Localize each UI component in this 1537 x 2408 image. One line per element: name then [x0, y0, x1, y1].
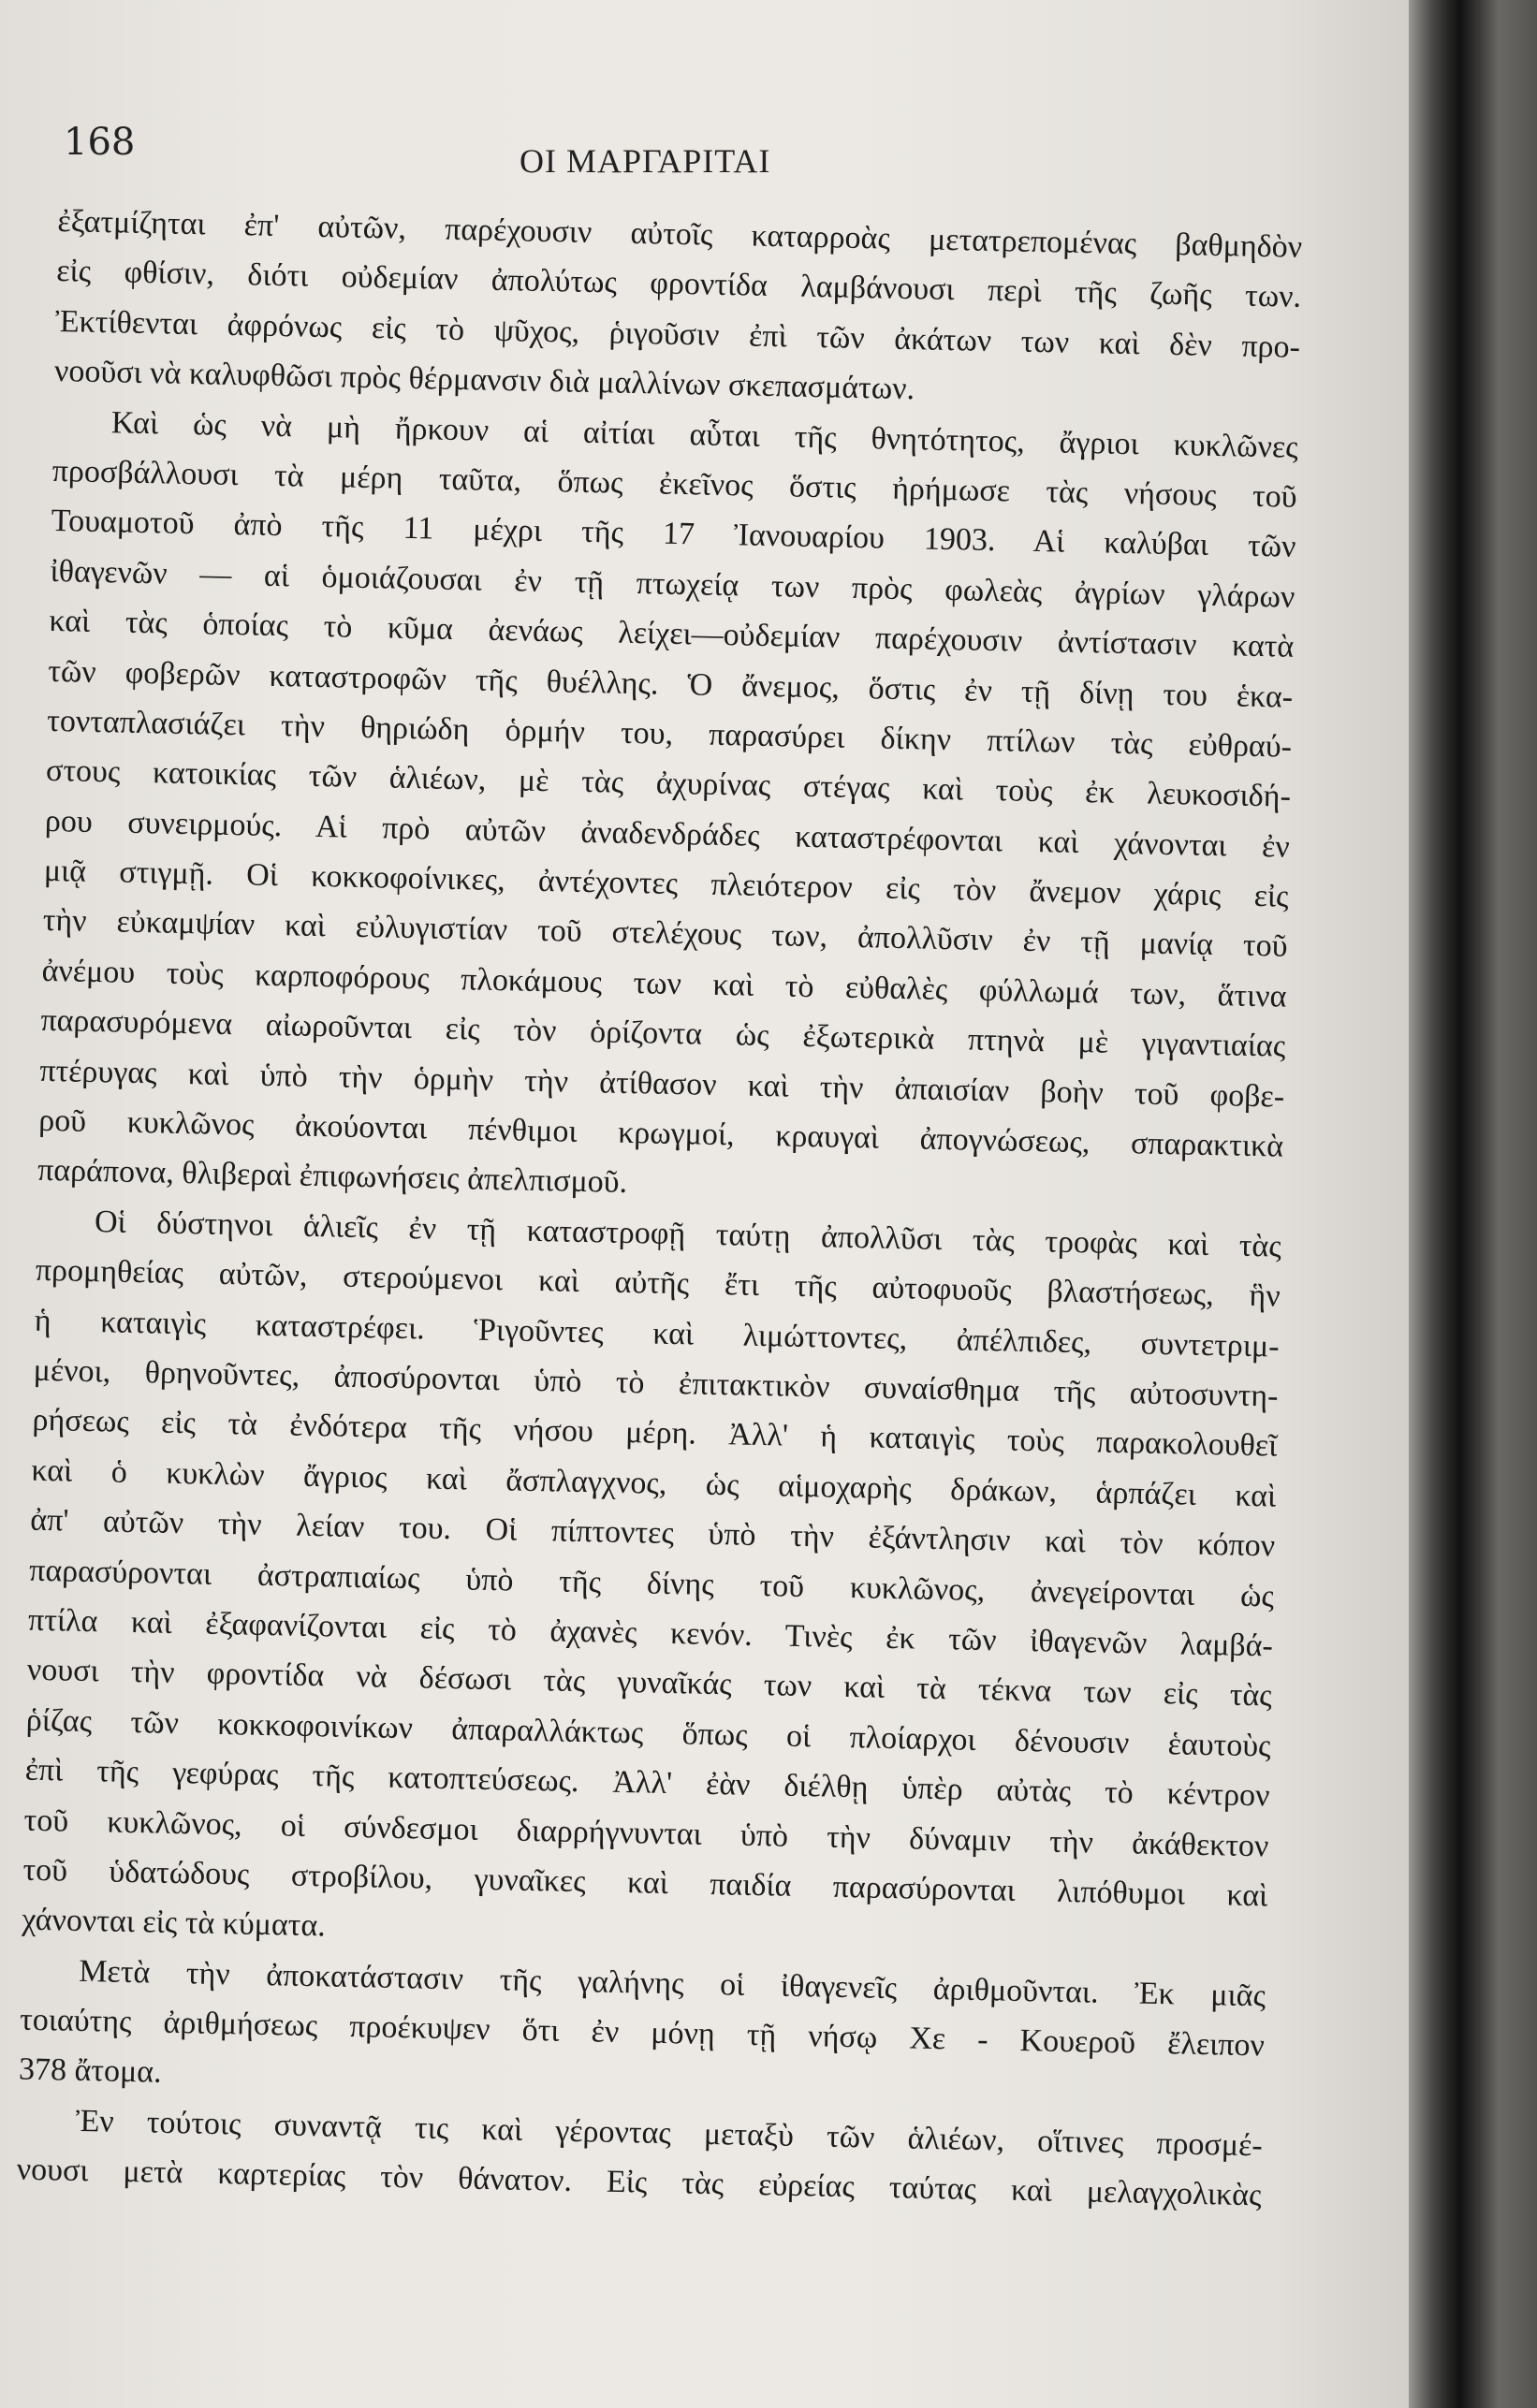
text-line: τοιαύτης ἀριθμήσεως προέκυψεν ὅτι ἐν μόνῃ τῇ νήσῳ Χε - Κουεροῦ ἔλειπον	[19, 2002, 1266, 2064]
text-line: ἀπ' αὐτῶν τὴν λείαν του. Οἱ πίπτοντες ὑπὸ τὴν ἐξάντλησιν καὶ τὸν κόπον	[29, 1502, 1276, 1564]
text-line: εἰς φθίσιν, διότι οὐδεμίαν ἀπολύτως φροντίδα λαμβάνουσι περὶ τῆς ζωῆς των.	[55, 254, 1302, 315]
text-line: τοῦ ὑδατώδους στροβίλου, γυναῖκες καὶ παιδία παρασύρονται λιπόθυμοι καὶ	[22, 1852, 1268, 1914]
text-line: πτίλα καὶ ἐξαφανίζονται εἰς τὸ ἀχανὲς κενόν. Τινὲς ἐκ τῶν ἰθαγενῶν λαμβά-	[27, 1602, 1274, 1664]
text-line: παρασυρόμενα αἰωροῦνται εἰς τὸν ὁρίζοντα ὡς ἐξωτερικὰ πτηνὰ μὲ γιγαντιαίας	[40, 1003, 1286, 1064]
text-line: ῥίζας τῶν κοκκοφοινίκων ἀπαραλλάκτως ὅπως οἱ πλοίαρχοι δένουσιν ἑαυτοὺς	[25, 1702, 1271, 1764]
text-line: παράπονα, θλιβεραὶ ἐπιφωνήσεις ἀπελπισμοῦ.	[37, 1153, 628, 1201]
text-line: ἡ καταιγὶς καταστρέφει. Ῥιγοῦντες καὶ λιμώττοντες, ἀπέλπιδες, συντετριμ-	[34, 1303, 1280, 1365]
text-line: χάνονται εἰς τὰ κύματα.	[22, 1902, 327, 1944]
page-number: 168	[64, 121, 136, 164]
text-line: μένοι, θρηνοῦντες, ἀποσύρονται ὑπὸ τὸ ἐπιτακτικὸν συναίσθημα τῆς αὐτοσυντη-	[33, 1352, 1279, 1414]
text-line: τὴν εὐκαμψίαν καὶ εὐλυγιστίαν τοῦ στελέχους των, ἀπολλῦσιν ἐν τῇ μανίᾳ τοῦ	[42, 903, 1288, 965]
text-line: μιᾷ στιγμῇ. Οἱ κοκκοφοίνικες, ἀντέχοντες πλειότερον εἰς τὸν ἄνεμον χάρις εἰς	[43, 853, 1290, 914]
text-line: προμηθείας αὐτῶν, στερούμενοι καὶ αὐτῆς ἔτι τῆς αὐτοφυοῦς βλαστήσεως, ἣν	[35, 1252, 1281, 1314]
text-line: ρήσεως εἰς τὰ ἐνδότερα τῆς νήσου μέρη. Ἀλλ' ἡ καταιγὶς τοὺς παρακολουθεῖ	[32, 1403, 1278, 1464]
text-line: νουσι τὴν φροντίδα νὰ δέσωσι τὰς γυναῖκάς των καὶ τὰ τέκνα των εἰς τὰς	[26, 1652, 1273, 1714]
text-line: στους κατοικίας τῶν ἁλιέων, μὲ τὰς ἀχυρίνας στέγας καὶ τοὺς ἐκ λευκοσιδή-	[45, 753, 1292, 815]
text-line: Μετὰ τὴν ἀποκατάστασιν τῆς γαλήνης οἱ ἰθαγενεῖς ἀριθμοῦνται. Ἐκ μιᾶς	[78, 1953, 1266, 2014]
text-line: καὶ τὰς ὁποίας τὸ κῦμα ἀενάως λείχει—οὐδεμίαν παρέχουσιν ἀντίστασιν κατὰ	[49, 604, 1295, 664]
body-text	[16, 197, 1302, 2221]
text-line: Τουαμοτοῦ ἀπὸ τῆς 11 μέχρι τῆς 17 Ἰανουαρίου 1903. Αἱ καλύβαι τῶν	[51, 503, 1296, 565]
text-line: παρασύρονται ἀστραπιαίως ὑπὸ τῆς δίνης τοῦ κυκλῶνος, ἀνεγείρονται ὡς	[28, 1553, 1275, 1614]
text-line: νοοῦσι νὰ καλυφθῶσι πρὸς θέρμανσιν διὰ μαλλίνων σκεπασμάτων.	[53, 354, 915, 407]
running-head: ΟΙ ΜΑΡΓΑΡΙΤΑΙ	[520, 142, 771, 180]
text-line: 378 ἄτομα.	[18, 2052, 162, 2091]
text-line: Οἱ δύστηνοι ἁλιεῖς ἐν τῇ καταστροφῇ ταύτῃ ἀπολλῦσι τὰς τροφὰς καὶ τὰς	[94, 1204, 1282, 1264]
text-line: νουσι μετὰ καρτερίας τὸν θάνατον. Εἰς τὰς εὐρείας ταύτας καὶ μελαγχολικὰς	[16, 2152, 1262, 2213]
text-line: Ἐκτίθενται ἀφρόνως εἰς τὸ ψῦχος, ῥιγοῦσιν ἐπὶ τῶν ἀκάτων των καὶ δὲν προ-	[54, 303, 1301, 365]
text-line: Ἐν τούτοις συναντᾷ τις καὶ γέροντας μεταξὺ τῶν ἁλιέων, οἵτινες προσμέ-	[75, 2103, 1264, 2164]
text-line: ρου συνειρμούς. Αἱ πρὸ αὐτῶν ἀναδενδράδες καταστρέφονται καὶ χάνονται ἐν	[44, 803, 1291, 865]
text-line: ἀνέμου τοὺς καρποφόρους πλοκάμους των καὶ τὸ εὐθαλὲς φύλλωμά των, ἅτινα	[41, 953, 1287, 1014]
text-line: τοῦ κυκλῶνος, οἱ σύνδεσμοι διαρρήγνυνται ὑπὸ τὴν δύναμιν τὴν ἀκάθεκτον	[23, 1802, 1269, 1863]
book-gutter	[1409, 0, 1537, 2408]
text-line: ἰθαγενῶν — αἱ ὁμοιάζουσαι ἐν τῇ πτωχείᾳ των πρὸς φωλεὰς ἀγρίων γλάρων	[50, 553, 1295, 615]
text-line: προσβάλλουσι τὰ μέρη ταῦτα, ὅπως ἐκεῖνος ὅστις ἠρήμωσε τὰς νήσους τοῦ	[51, 453, 1297, 515]
text-line: καὶ ὁ κυκλὼν ἄγριος καὶ ἄσπλαγχνος, ὡς αἱμοχαρὴς δράκων, ἁρπάζει καὶ	[31, 1452, 1277, 1514]
text-line: Καὶ ὡς νὰ μὴ ἤρκουν αἱ αἰτίαι αὗται τῆς θνητότητος, ἄγριοι κυκλῶνες	[110, 404, 1299, 465]
text-line: ἐπὶ τῆς γεφύρας τῆς κατοπτεύσεως. Ἀλλ' ἐὰν διέλθῃ ὑπὲρ αὐτὰς τὸ κέντρον	[24, 1752, 1270, 1814]
text-line: ροῦ κυκλῶνος ἀκούονται πένθιμοι κρωγμοί, κραυγαὶ ἀπογνώσεως, σπαρακτικὰ	[37, 1102, 1284, 1164]
text-line: πτέρυγας καὶ ὑπὸ τὴν ὁρμὴν τὴν ἀτίθασον καὶ τὴν ἀπαισίαν βοὴν τοῦ φοβε-	[39, 1053, 1285, 1115]
text-line: τῶν φοβερῶν καταστροφῶν τῆς θυέλλης. Ὁ ἄνεμος, ὅστις ἐν τῇ δίνῃ του ἑκα-	[47, 653, 1294, 715]
text-line: τονταπλασιάζει τὴν θηριώδη ὁρμήν του, παρασύρει δίκην πτίλων τὰς εὐθραύ-	[46, 703, 1293, 765]
text-line: ἐξατμίζηται ἐπ' αὐτῶν, παρέχουσιν αὐτοῖς καταρροὰς μετατρεπομένας βαθμηδὸν	[57, 203, 1303, 265]
